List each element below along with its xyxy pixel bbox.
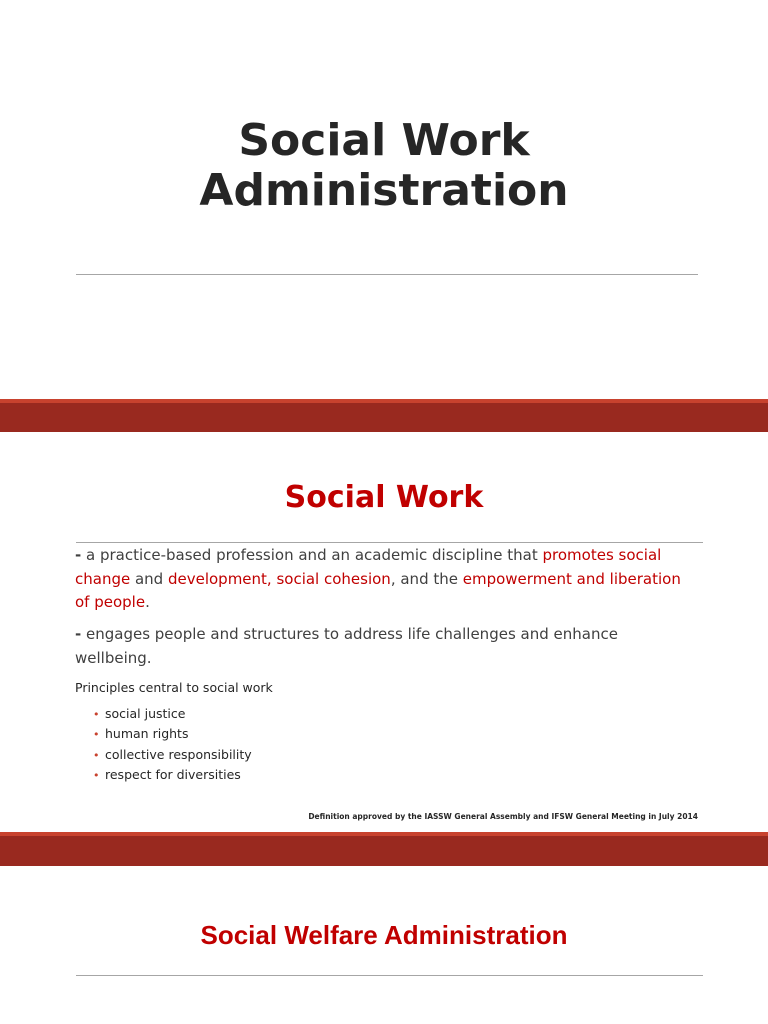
slide-separator bbox=[0, 399, 768, 432]
source-footnote: Definition approved by the IASSW General Assembly and IFSW General Meeting in July 2014 bbox=[308, 812, 698, 821]
principles-list bbox=[93, 704, 252, 785]
welfare-administration-slide bbox=[0, 866, 768, 1024]
bullet-icon: • bbox=[93, 748, 100, 762]
title-line-2: Administration bbox=[199, 165, 569, 216]
title-divider bbox=[76, 975, 703, 976]
list-item: • social justice bbox=[93, 704, 252, 724]
social-work-slide bbox=[0, 432, 768, 832]
highlight-text: development, social cohesion bbox=[167, 569, 391, 588]
title-line-1: Social Work bbox=[238, 115, 530, 166]
bullet-icon: • bbox=[93, 768, 100, 782]
slide-title: Social Welfare Administration bbox=[200, 920, 568, 950]
title-divider bbox=[76, 542, 703, 543]
bullet-icon: • bbox=[93, 708, 100, 721]
bullet-icon: • bbox=[93, 728, 100, 742]
list-item: • collective responsibility bbox=[93, 745, 252, 765]
list-item: • human rights bbox=[93, 724, 252, 744]
definition-paragraph: - a practice-based profession and an academic discipline that promotes social change and development, social cohesion, and the empowerment and liberation of people. bbox=[75, 546, 681, 611]
slide-title: Social Work bbox=[284, 480, 484, 515]
highlight-text: empowerment and liberation of people bbox=[75, 569, 681, 611]
list-item: • respect for diversities bbox=[93, 765, 252, 785]
presentation-title bbox=[0, 116, 768, 216]
title-slide bbox=[0, 0, 768, 399]
highlight-text: promotes social change bbox=[75, 546, 662, 588]
title-divider bbox=[76, 274, 698, 275]
slide-separator bbox=[0, 832, 768, 866]
principles-heading: Principles central to social work bbox=[75, 680, 273, 695]
engagement-paragraph: - engages people and structures to address life challenges and enhance wellbeing. bbox=[75, 625, 618, 667]
